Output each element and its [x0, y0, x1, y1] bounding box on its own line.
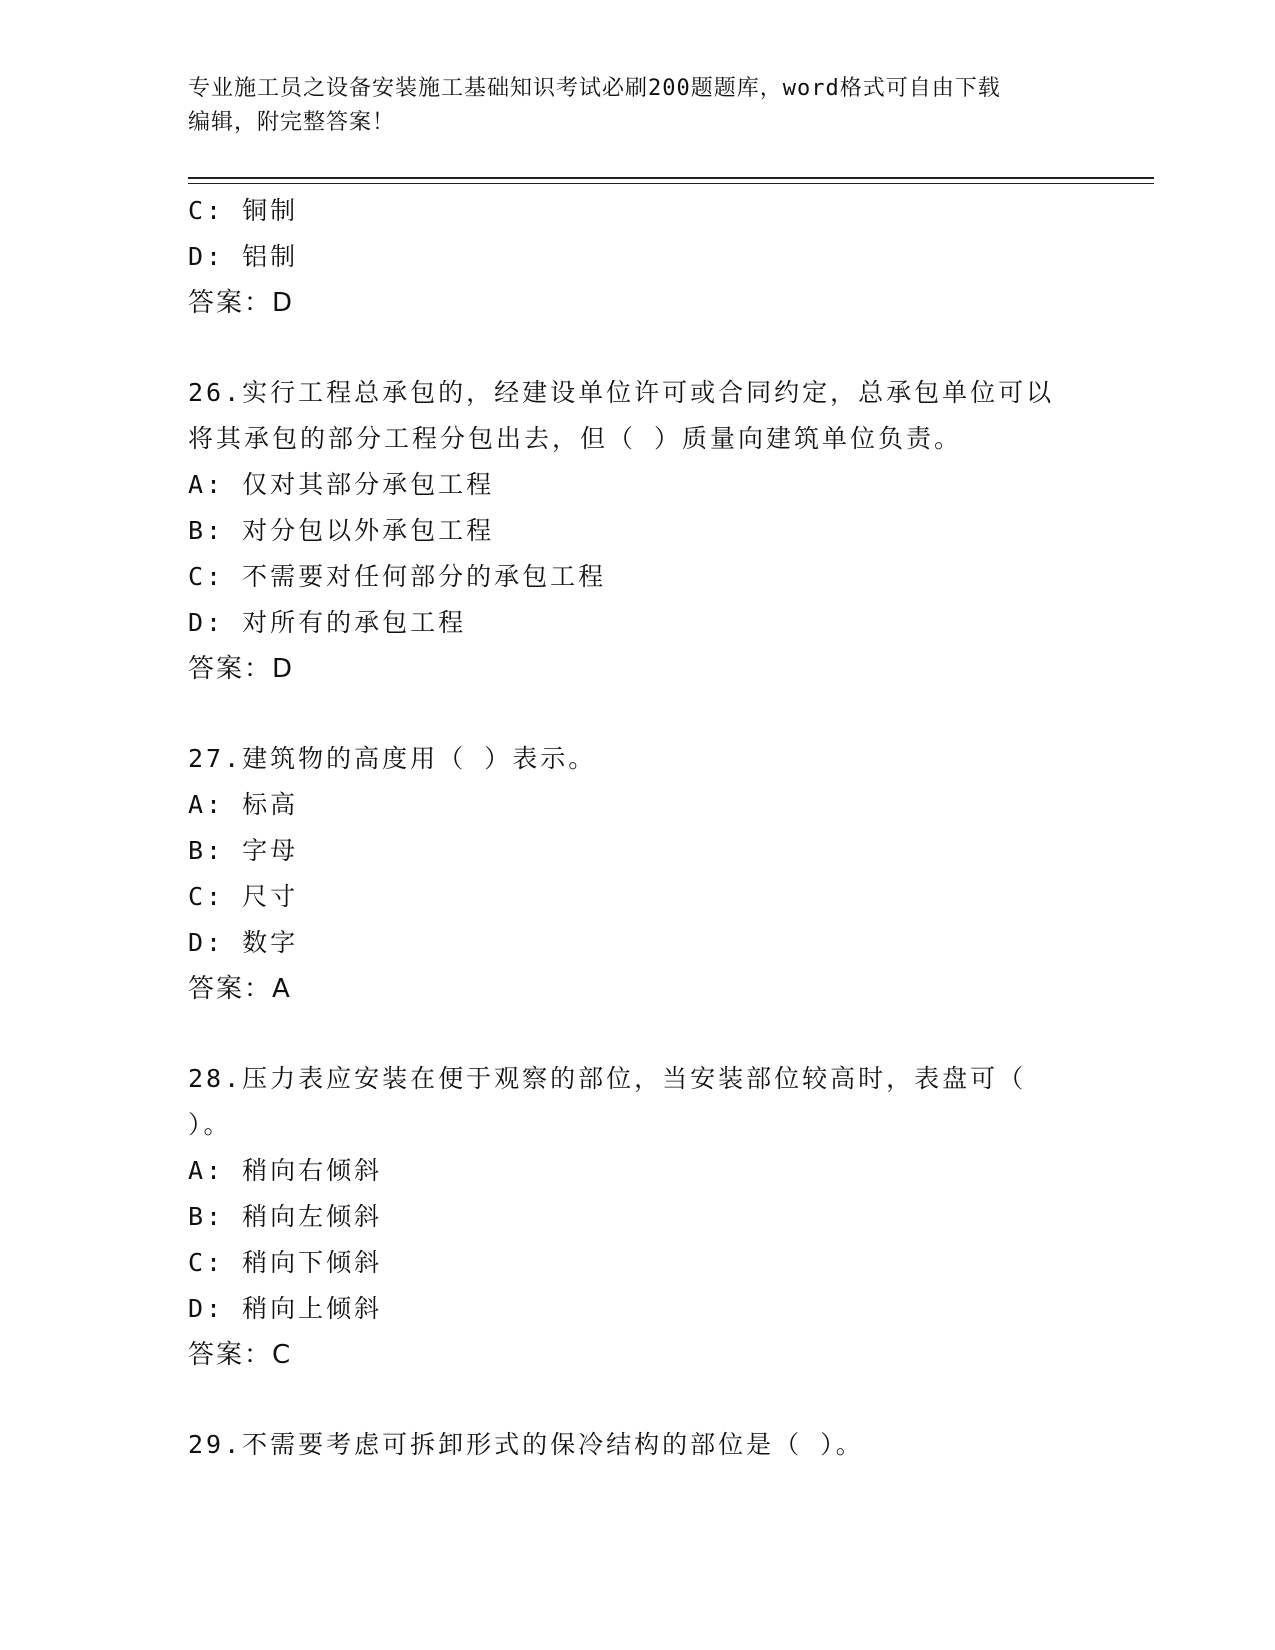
option-c: C: 尺寸: [188, 882, 299, 911]
question-28: [188, 1056, 1088, 1378]
option-a: A: 稍向右倾斜: [188, 1156, 383, 1185]
header-rule-thick: [188, 177, 1154, 179]
option-c: C: 铜制: [188, 196, 299, 225]
question-25: [188, 188, 1088, 326]
header-line-1: 专业施工员之设备安装施工基础知识考试必刷200题题库，word格式可自由下载: [188, 76, 1001, 101]
answer: 答案：D: [188, 654, 295, 684]
option-a: A: 标高: [188, 790, 299, 819]
answer: 答案：A: [188, 974, 292, 1004]
question-stem-line-2: 将其承包的部分工程分包出去，但（ ）质量向建筑单位负责。: [188, 424, 963, 453]
option-b: B: 稍向左倾斜: [188, 1202, 383, 1231]
option-d: D: 铝制: [188, 242, 299, 271]
question-26: [188, 370, 1088, 692]
option-a: A: 仅对其部分承包工程: [188, 470, 495, 499]
question-stem-line-1: 28.压力表应安装在便于观察的部位，当安装部位较高时，表盘可（: [188, 1064, 1027, 1093]
option-c: C: 不需要对任何部分的承包工程: [188, 562, 607, 591]
option-b: B: 对分包以外承包工程: [188, 516, 495, 545]
answer: 答案：C: [188, 1340, 293, 1370]
question-stem-line-1: 29.不需要考虑可拆卸形式的保冷结构的部位是（ ）。: [188, 1430, 864, 1459]
header-line-2: 编辑，附完整答案！: [188, 110, 396, 135]
document-body: [188, 188, 1088, 1468]
question-27: [188, 736, 1088, 1012]
option-d: D: 数字: [188, 928, 299, 957]
page-header: [188, 72, 1088, 140]
answer: 答案：D: [188, 288, 295, 318]
header-rule-thin: [188, 183, 1154, 184]
option-d: D: 稍向上倾斜: [188, 1294, 383, 1323]
question-29: [188, 1422, 1088, 1468]
question-stem-line-1: 26.实行工程总承包的，经建设单位许可或合同约定，总承包单位可以: [188, 378, 1055, 407]
question-stem-line-1: 27.建筑物的高度用（ ）表示。: [188, 744, 597, 773]
option-d: D: 对所有的承包工程: [188, 608, 467, 637]
question-stem-line-2: ）。: [188, 1110, 232, 1139]
option-c: C: 稍向下倾斜: [188, 1248, 383, 1277]
option-b: B: 字母: [188, 836, 299, 865]
